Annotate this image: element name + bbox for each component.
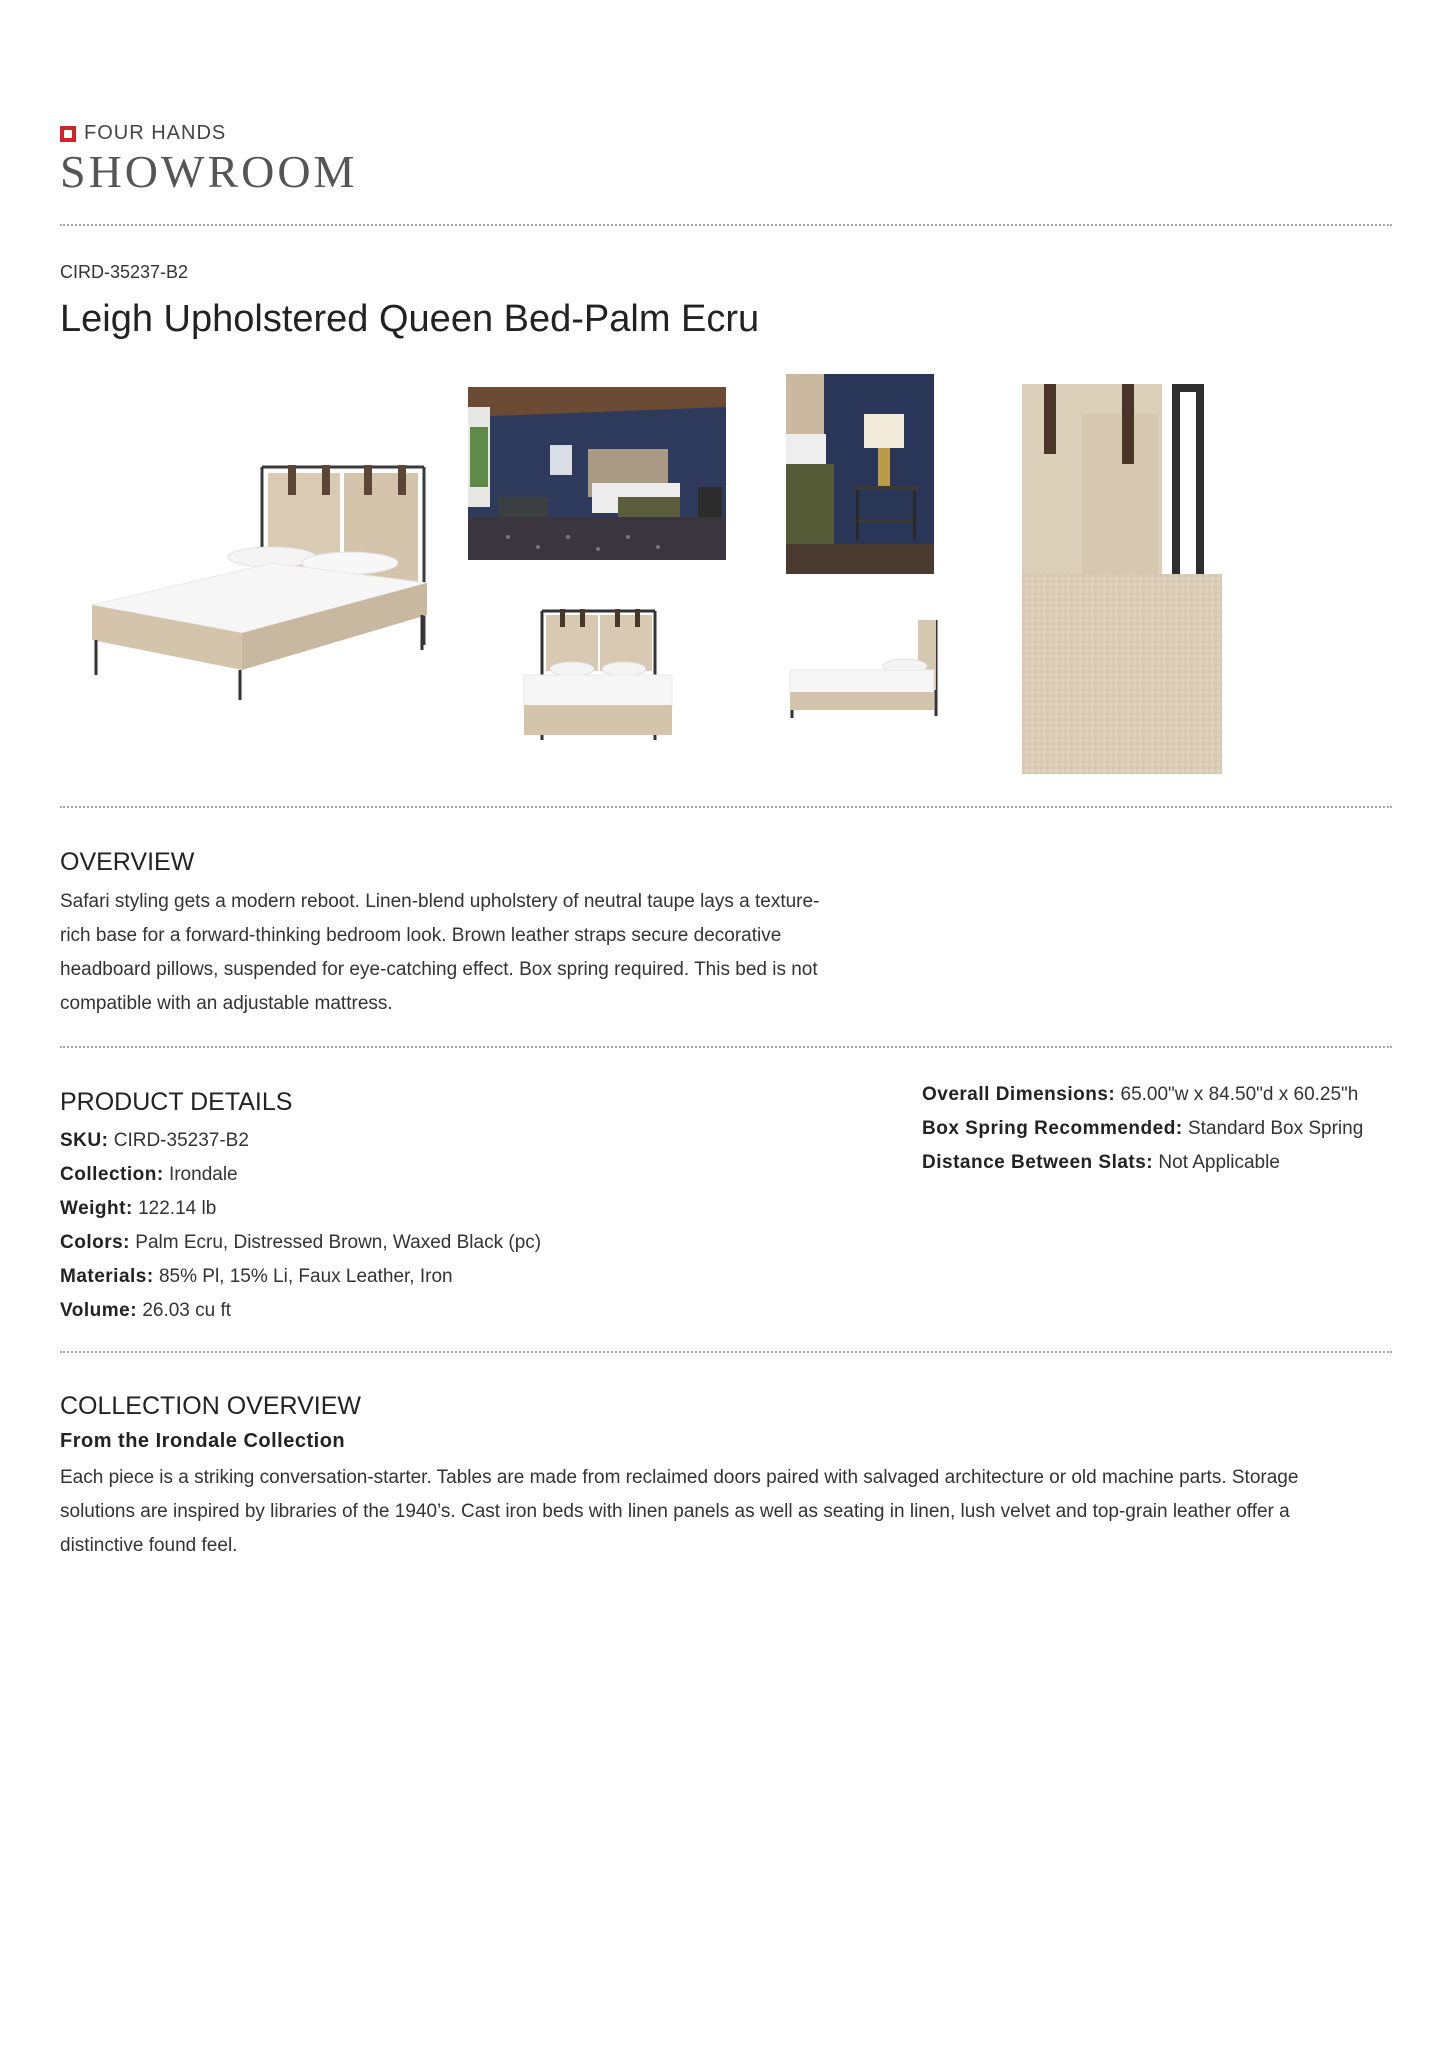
details-right-list	[922, 1078, 1363, 1180]
nightstand-scene-image	[786, 374, 934, 574]
collection-heading: COLLECTION OVERVIEW	[60, 1392, 361, 1420]
detail-box-spring: Box Spring Recommended: Standard Box Spring	[922, 1118, 1364, 1139]
brand-subtitle: SHOWROOM	[60, 146, 358, 197]
bed-front-image	[520, 605, 692, 747]
overview-heading: OVERVIEW	[60, 848, 195, 876]
bedroom-scene-image	[468, 387, 726, 560]
brand-square-icon	[60, 126, 76, 142]
overview-text	[60, 885, 940, 1021]
headboard-closeup-image	[1022, 384, 1208, 574]
overview-line: Safari styling gets a modern reboot. Linen-blend upholstery of neutral taupe lays a texture-	[60, 891, 820, 912]
product-sku-header: CIRD-35237-B2	[60, 262, 189, 282]
overview-line: compatible with an adjustable mattress.	[60, 993, 393, 1014]
detail-dimensions: Overall Dimensions: 65.00"w x 84.50"d x 60.25"h	[922, 1084, 1359, 1105]
brand-name: FOUR HANDS	[84, 122, 227, 144]
brand-logo	[60, 122, 357, 195]
product-title: Leigh Upholstered Queen Bed-Palm Ecru	[60, 298, 760, 340]
details-heading: PRODUCT DETAILS	[60, 1088, 293, 1116]
collection-line: distinctive found feel.	[60, 1535, 238, 1556]
detail-volume: Volume: 26.03 cu ft	[60, 1300, 232, 1321]
detail-collection: Collection: Irondale	[60, 1164, 238, 1185]
overview-line: rich base for a forward-thinking bedroom look. Brown leather straps secure decorative	[60, 925, 782, 946]
detail-slats: Distance Between Slats: Not Applicable	[922, 1152, 1280, 1173]
collection-line: solutions are inspired by libraries of the 1940’s. Cast iron beds with linen panels as well as seating in linen, lush velvet and top-grain leather offer a	[60, 1501, 1290, 1522]
collection-text	[60, 1461, 1400, 1563]
collection-line: Each piece is a striking conversation-starter. Tables are made from reclaimed doors paired with salvaged architecture or old machine parts. Storage	[60, 1467, 1299, 1488]
divider	[60, 1351, 1392, 1353]
divider	[60, 806, 1392, 808]
divider	[60, 1046, 1392, 1048]
detail-weight: Weight: 122.14 lb	[60, 1198, 217, 1219]
bed-front-angle-image	[82, 455, 442, 705]
collection-subheading: From the Irondale Collection	[60, 1430, 346, 1452]
details-left-list	[60, 1124, 541, 1328]
divider	[60, 224, 1392, 226]
bed-side-image	[760, 610, 960, 722]
detail-sku: SKU: CIRD-35237-B2	[60, 1130, 249, 1151]
detail-colors: Colors: Palm Ecru, Distressed Brown, Waxed Black (pc)	[60, 1232, 542, 1253]
fabric-swatch-image	[1022, 574, 1222, 774]
detail-materials: Materials: 85% Pl, 15% Li, Faux Leather, Iron	[60, 1266, 453, 1287]
overview-line: headboard pillows, suspended for eye-catching effect. Box spring required. This bed is not	[60, 959, 818, 980]
